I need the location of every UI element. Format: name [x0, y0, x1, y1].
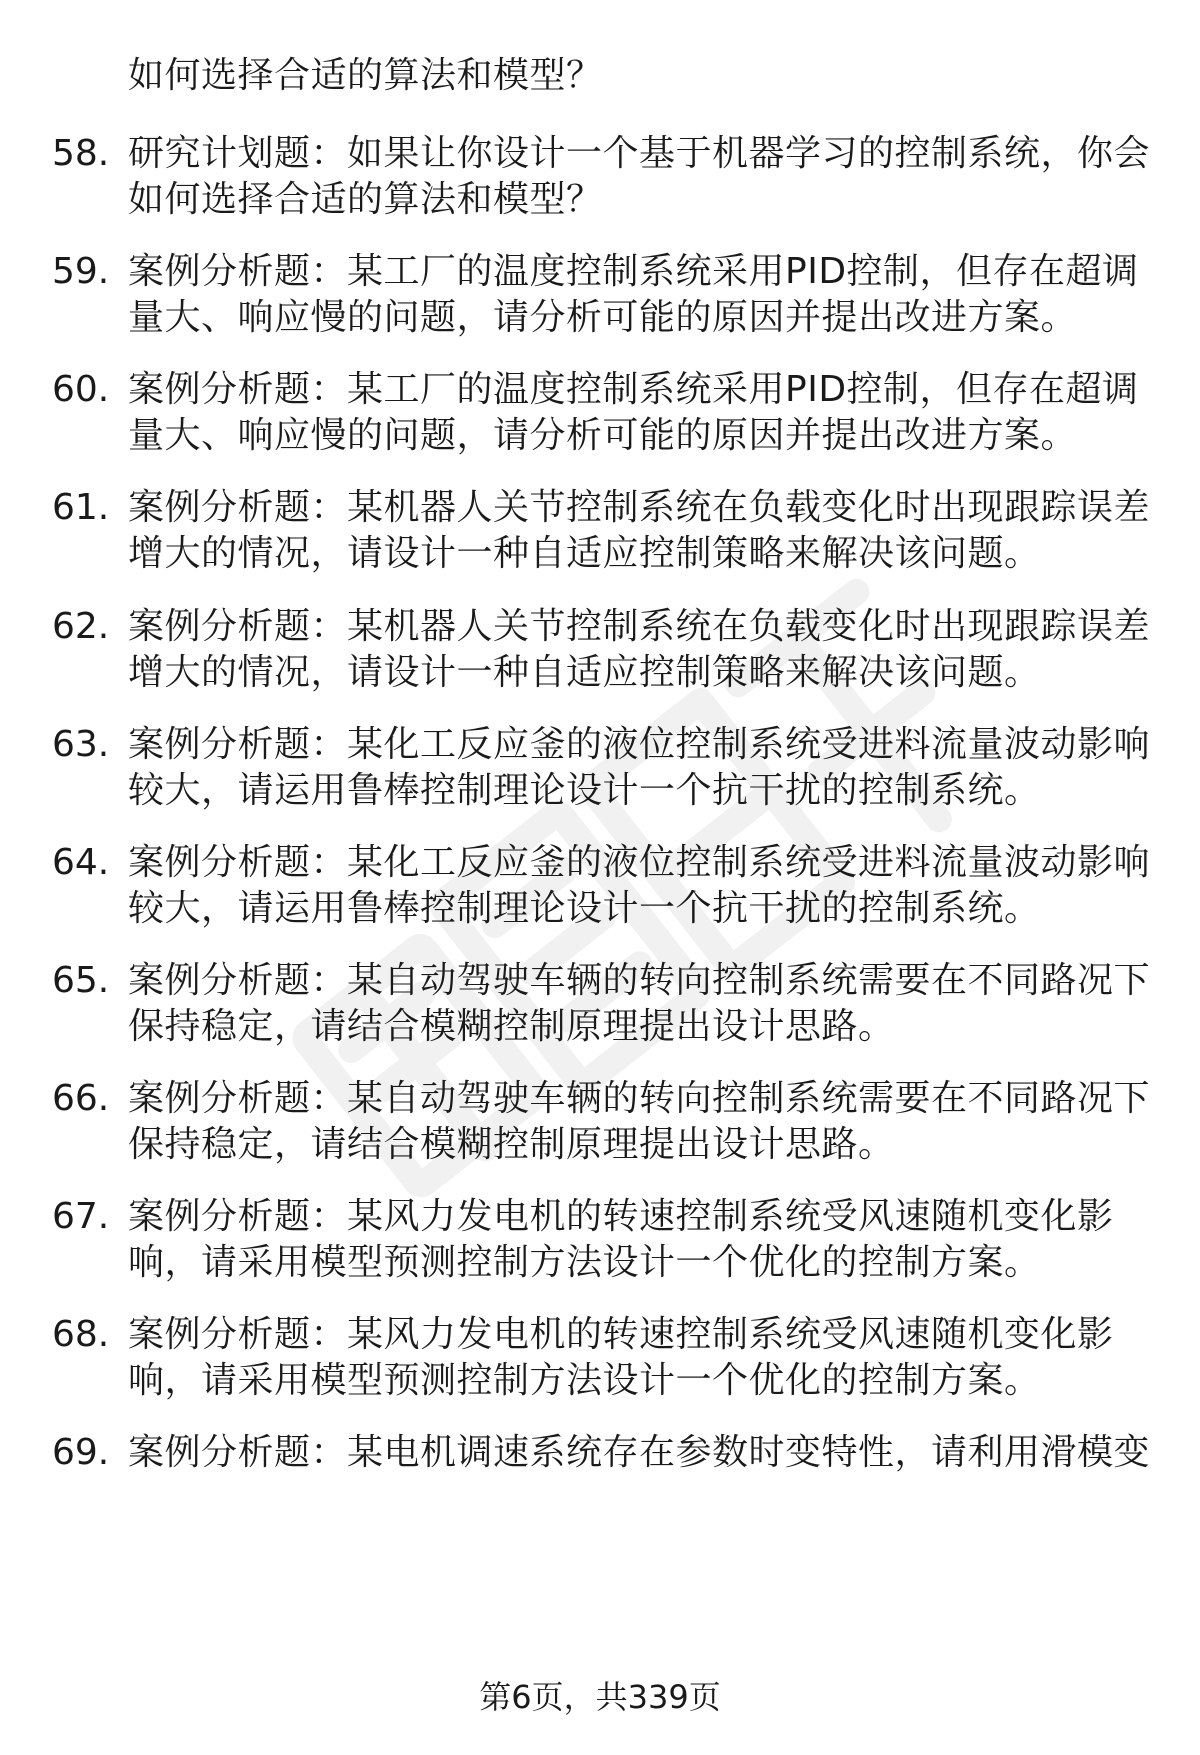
- page-number-footer: 第6页，共339页: [479, 1678, 721, 1716]
- item-number: 61.: [52, 487, 110, 528]
- item-line: 案例分析题：某机器人关节控制系统在负载变化时出现跟踪误差: [128, 487, 1151, 528]
- item-line: 案例分析题：某工厂的温度控制系统采用PID控制，但存在超调: [128, 369, 1139, 410]
- item-line: 案例分析题：某机器人关节控制系统在负载变化时出现跟踪误差: [128, 606, 1151, 647]
- item-line: 保持稳定，请结合模糊控制原理提出设计思路。: [128, 1006, 895, 1047]
- item-number: 69.: [52, 1432, 110, 1473]
- item-line: 保持稳定，请结合模糊控制原理提出设计思路。: [128, 1124, 895, 1165]
- item-line: 较大，请运用鲁棒控制理论设计一个抗干扰的控制系统。: [128, 888, 1041, 929]
- item-number: 60.: [52, 369, 110, 410]
- item-line: 响，请采用模型预测控制方法设计一个优化的控制方案。: [128, 1242, 1041, 1283]
- item-number: 59.: [52, 251, 110, 292]
- item-line: 增大的情况，请设计一种自适应控制策略来解决该问题。: [128, 533, 1041, 574]
- item-line: 案例分析题：某电机调速系统存在参数时变特性，请利用滑模变: [128, 1432, 1151, 1473]
- item-line: 案例分析题：某风力发电机的转速控制系统受风速随机变化影: [128, 1196, 1114, 1237]
- item-line: 案例分析题：某工厂的温度控制系统采用PID控制，但存在超调: [128, 251, 1139, 292]
- item-line: 案例分析题：某自动驾驶车辆的转向控制系统需要在不同路况下: [128, 1078, 1151, 1119]
- item-line: 如何选择合适的算法和模型？: [128, 179, 603, 220]
- item-line: 增大的情况，请设计一种自适应控制策略来解决该问题。: [128, 652, 1041, 693]
- item-number: 68.: [52, 1314, 110, 1355]
- item-line: 量大、响应慢的问题，请分析可能的原因并提出改进方案。: [128, 297, 1078, 338]
- item-number: 62.: [52, 606, 110, 647]
- item-number: 64.: [52, 842, 110, 883]
- item-number: 67.: [52, 1196, 110, 1237]
- item-line: 案例分析题：某风力发电机的转速控制系统受风速随机变化影: [128, 1314, 1114, 1355]
- item-line: 如何选择合适的算法和模型？: [128, 55, 603, 96]
- item-number: 63.: [52, 724, 110, 765]
- item-line: 较大，请运用鲁棒控制理论设计一个抗干扰的控制系统。: [128, 770, 1041, 811]
- item-number: 65.: [52, 960, 110, 1001]
- item-line: 响，请采用模型预测控制方法设计一个优化的控制方案。: [128, 1360, 1041, 1401]
- item-number: 66.: [52, 1078, 110, 1119]
- item-line: 案例分析题：某自动驾驶车辆的转向控制系统需要在不同路况下: [128, 960, 1151, 1001]
- item-number: 58.: [52, 133, 110, 174]
- item-line: 研究计划题：如果让你设计一个基于机器学习的控制系统，你会: [128, 133, 1151, 174]
- item-line: 案例分析题：某化工反应釜的液位控制系统受进料流量波动影响: [128, 724, 1151, 765]
- item-line: 量大、响应慢的问题，请分析可能的原因并提出改进方案。: [128, 415, 1078, 456]
- item-line: 案例分析题：某化工反应釜的液位控制系统受进料流量波动影响: [128, 842, 1151, 883]
